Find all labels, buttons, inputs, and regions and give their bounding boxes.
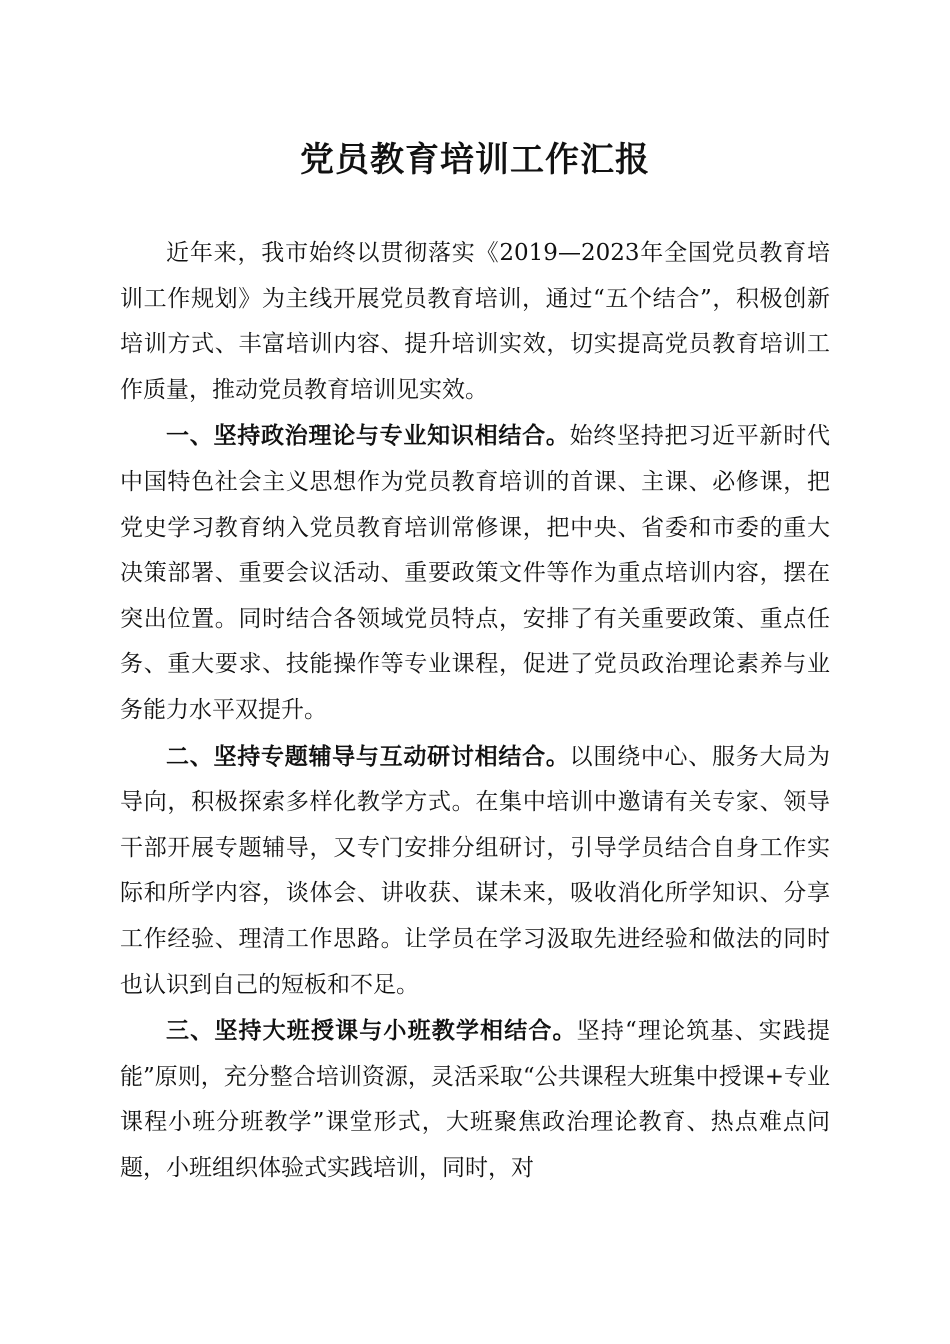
- paragraph-heading: 三、坚持大班授课与小班教学相结合。: [166, 1017, 577, 1045]
- paragraph-text: 坚持“理论筑基、实践提能”原则，充分整合培训资源，灵活采取“公共课程大班集中授课+专业课程小班分班教学”课堂形式，大班聚焦政治理论教育、热点难点问题，小班组织体验式实践培训，同时，对: [120, 1018, 830, 1181]
- paragraph-intro: [120, 230, 830, 413]
- paragraph-text: 近年来，我市始终以贯彻落实《2019—2023年全国党员教育培训工作规划》为主线开展党员教育培训，通过“五个结合”，积极创新培训方式、丰富培训内容、提升培训实效，切实提高党员教育培训工作质量，推动党员教育培训见实效。: [120, 240, 830, 403]
- paragraph-heading: 二、坚持专题辅导与互动研讨相结合。: [166, 742, 570, 770]
- paragraph-text: 以围绕中心、服务大局为导向，积极探索多样化教学方式。在集中培训中邀请有关专家、领导干部开展专题辅导，又专门安排分组研讨，引导学员结合自身工作实际和所学内容，谈体会、讲收获、谋未来，吸收消化所学知识、分享工作经验、理清工作思路。让学员在学习汲取先进经验和做法的同时也认识到自己的短板和不足。: [120, 743, 831, 998]
- paragraph-heading: 一、坚持政治理论与专业知识相结合。: [166, 422, 570, 450]
- document-title: 党员教育培训工作汇报: [300, 140, 650, 180]
- paragraph-section-2: [120, 734, 830, 1009]
- paragraph-section-3: [120, 1008, 830, 1191]
- paragraph-text: 始终坚持把习近平新时代中国特色社会主义思想作为党员教育培训的首课、主课、必修课，把党史学习教育纳入党员教育培训常修课，把中央、省委和市委的重大决策部署、重要会议活动、重要政策文件等作为重点培训内容，摆在突出位置。同时结合各领域党员特点，安排了有关重要政策、重点任务、重大要求、技能操作等专业课程，促进了党员政治理论素养与业务能力水平双提升。: [120, 423, 831, 723]
- paragraph-section-1: [120, 413, 830, 733]
- document-body: [120, 230, 830, 1191]
